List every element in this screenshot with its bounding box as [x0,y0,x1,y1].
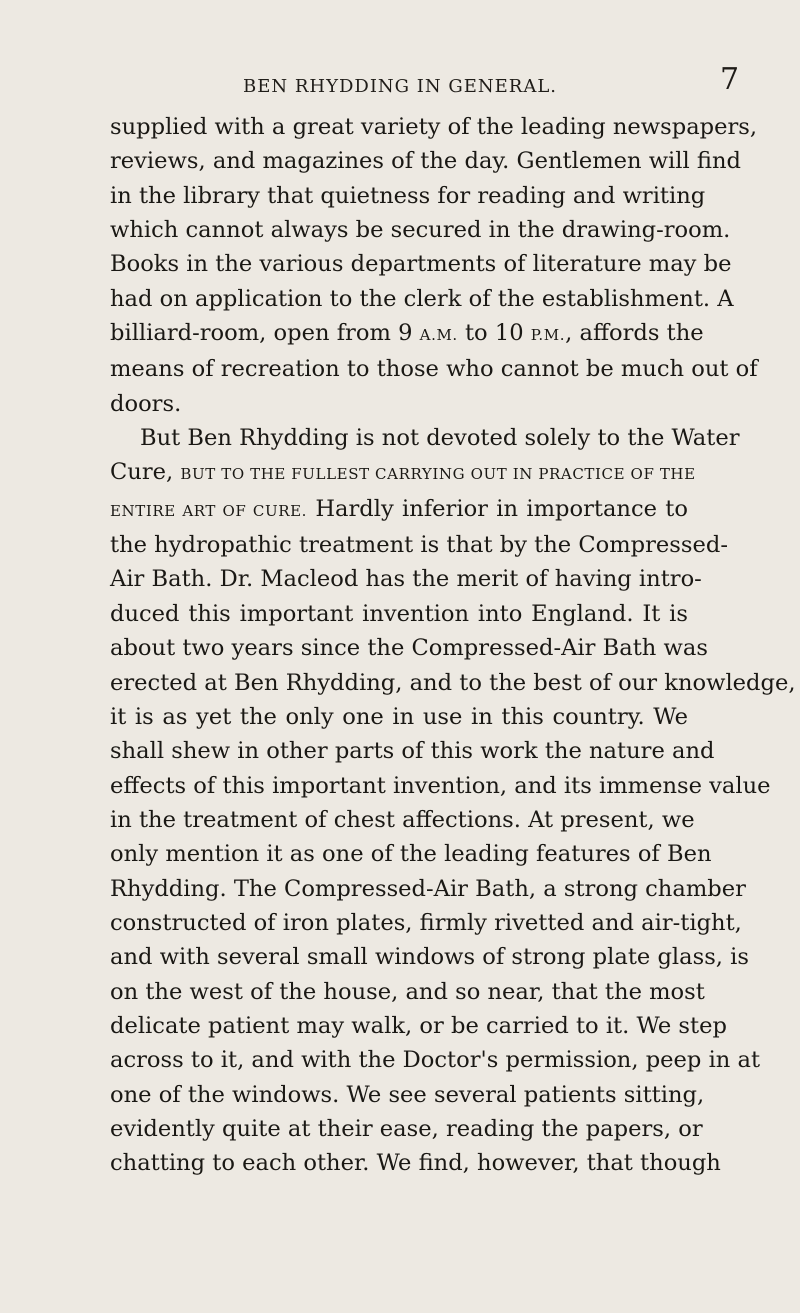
text-line: constructed of iron plates, firmly rivetted and air-tight, [110,909,742,936]
text-line: on the west of the house, and so near, that the most [110,978,705,1005]
text-line: across to it, and with the Doctor's permission, peep in at [110,1047,761,1074]
text-line: means of recreation to those who cannot be much out of [110,356,758,383]
page-number: 7 [720,62,740,97]
text-line: effects of this important invention, and its immense value [110,772,771,799]
text-line: chatting to each other. We find, however, that though [110,1150,721,1177]
small-caps-text: BUT TO THE FULLEST CARRYING OUT IN PRACTICE OF THE [180,465,696,484]
text-line: shall shew in other parts of this work the nature and [110,738,715,765]
text-line: which cannot always be secured in the drawing-room. [110,217,731,244]
small-caps-text: A.M. [419,326,458,345]
text-line: Rhydding. The Compressed-Air Bath, a strong chamber [110,875,746,902]
body-text [110,110,796,1181]
text-line: about two years since the Compressed-Air Bath was [110,635,708,662]
text-line: delicate patient may walk, or be carried to it. We step [110,1012,727,1039]
text-line: and with several small windows of strong plate glass, is [110,944,749,971]
text-line: duced this important invention into England. It is [110,600,688,627]
text-line: evidently quite at their ease, reading the papers, or [110,1115,703,1142]
running-head: BEN RHYDDING IN GENERAL. [242,76,557,97]
text-line: one of the windows. We see several patients sitting, [110,1081,705,1108]
text-line: ENTIRE ART OF CURE. Hardly inferior in importance to [110,495,688,522]
text-line: supplied with a great variety of the leading newspapers, [110,114,758,140]
text-line: the hydropathic treatment is that by the Compressed- [110,532,728,559]
text-line: had on application to the clerk of the establishment. A [110,285,734,312]
text-line: billiard-room, open from 9 A.M. to 10 P.M., affords the [110,320,704,347]
text-line: But Ben Rhydding is not devoted solely to the Water [140,425,740,452]
text-line: doors. [110,390,182,417]
text-line: erected at Ben Rhydding, and to the best of our knowledge, [110,669,796,696]
small-caps-text: P.M. [530,326,566,345]
text-line: reviews, and magazines of the day. Gentlemen will find [110,148,742,175]
small-caps-text: ENTIRE ART OF CURE. [110,501,308,520]
text-line: Air Bath. Dr. Macleod has the merit of having intro- [110,566,702,593]
text-line: in the library that quietness for reading and writing [110,182,706,209]
text-line: Books in the various departments of literature may be [110,251,732,278]
text-line: only mention it as one of the leading features of Ben [110,841,712,868]
text-line: in the treatment of chest affections. At present, we [110,806,695,833]
text-line: it is as yet the only one in use in this country. We [110,703,688,730]
text-line: Cure, BUT TO THE FULLEST CARRYING OUT IN PRACTICE OF THE [110,459,696,486]
